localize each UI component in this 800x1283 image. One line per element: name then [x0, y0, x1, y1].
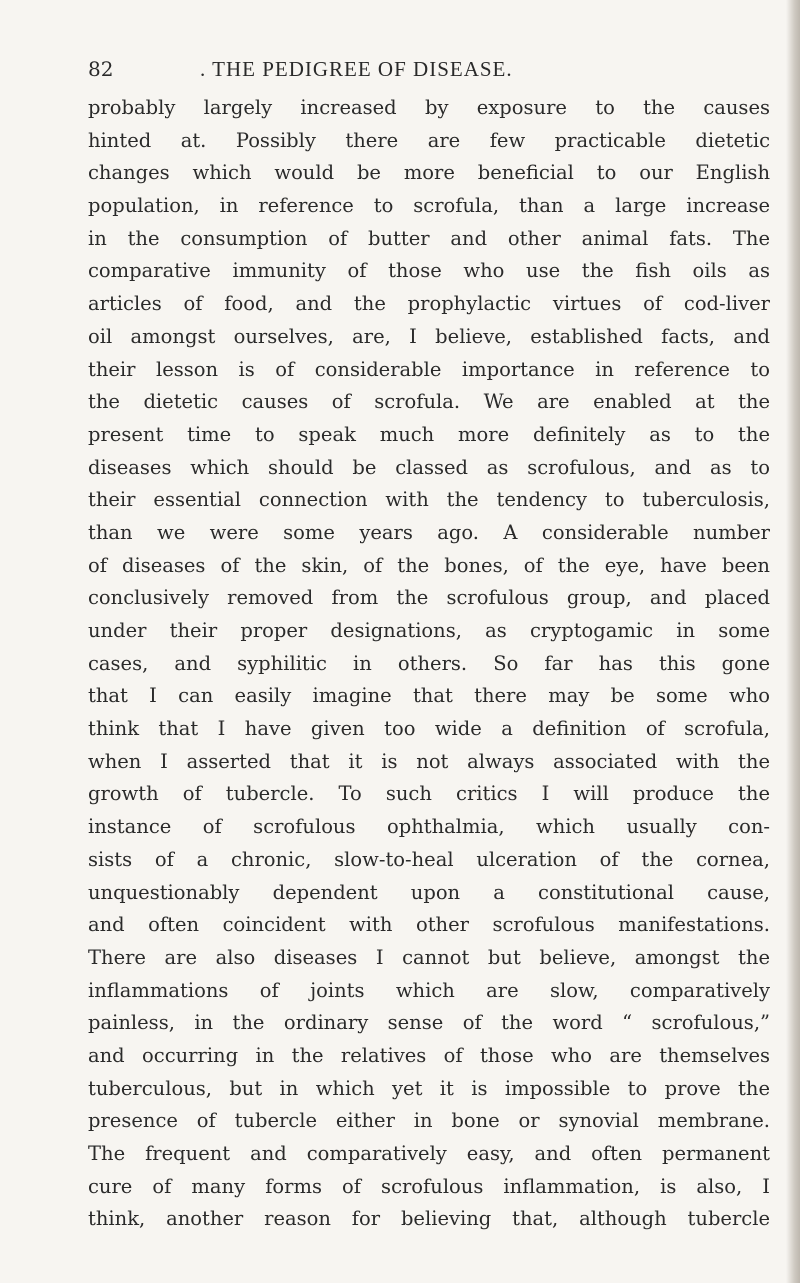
text-line: There are also diseases I cannot but believe, amongst the — [88, 945, 770, 969]
text-line: diseases which should be classed as scrofulous, and as to — [88, 455, 770, 479]
text-line: think that I have given too wide a definition of scrofula, — [88, 717, 770, 741]
page-number: 82 — [88, 57, 114, 81]
text-line: their lesson is of considerable importance in reference to — [88, 357, 770, 381]
text-line: under their proper designations, as cryptogamic in some — [88, 619, 770, 642]
text-line: that I can easily imagine that there may be some who — [88, 684, 770, 708]
text-line: instance of scrofulous ophthalmia, which usually con- — [88, 815, 770, 839]
text-line: when I asserted that it is not always associated with the — [88, 749, 770, 773]
text-line: the dietetic causes of scrofula. We are enabled at the — [88, 390, 770, 414]
text-line: presence of tubercle either in bone or synovial membrane. — [88, 1109, 770, 1133]
page-edge-shadow — [786, 0, 800, 1283]
text-line: comparative immunity of those who use the fish oils as — [88, 259, 770, 283]
text-line: in the consumption of butter and other animal fats. The — [88, 226, 770, 250]
text-line: conclusively removed from the scrofulous group, and placed — [88, 586, 770, 610]
text-line: than we were some years ago. A considerable number — [88, 520, 770, 544]
text-line: population, in reference to scrofula, than a large increase — [88, 194, 770, 218]
text-line: growth of tubercle. To such critics I will produce the — [88, 782, 770, 806]
text-line: changes which would be more beneficial to our English — [88, 161, 770, 185]
text-line: sists of a chronic, slow-to-heal ulceration of the cornea, — [88, 847, 770, 871]
text-line: probably largely increased by exposure to the causes — [88, 96, 770, 119]
text-line: oil amongst ourselves, are, I believe, established facts, and — [88, 324, 770, 348]
text-line: think, another reason for believing that, although tubercle — [88, 1207, 770, 1231]
page-header — [88, 57, 770, 87]
text-line: tuberculous, but in which yet it is impossible to prove the — [88, 1076, 770, 1100]
text-line: of diseases of the skin, of the bones, of the eye, have been — [88, 553, 770, 577]
body-text — [88, 92, 770, 1236]
text-line: cure of many forms of scrofulous inflammation, is also, I — [88, 1174, 770, 1198]
text-line: painless, in the ordinary sense of the word “ scrofulous,” — [88, 1011, 770, 1035]
text-line: cases, and syphilitic in others. So far has this gone — [88, 651, 770, 675]
text-line: inflammations of joints which are slow, comparatively — [88, 978, 770, 1002]
text-line: and often coincident with other scrofulous manifestations. — [88, 913, 770, 937]
text-line: hinted at. Possibly there are few practicable dietetic — [88, 128, 770, 152]
text-line: unquestionably dependent upon a constitutional cause, — [88, 880, 770, 904]
running-title: . THE PEDIGREE OF DISEASE. — [200, 57, 513, 81]
text-line: and occurring in the relatives of those who are themselves — [88, 1043, 770, 1067]
text-line: The frequent and comparatively easy, and often permanent — [88, 1142, 770, 1165]
text-line: present time to speak much more definitely as to the — [88, 422, 770, 446]
text-line: articles of food, and the prophylactic virtues of cod-liver — [88, 292, 770, 316]
text-line: their essential connection with the tendency to tuberculosis, — [88, 488, 770, 512]
